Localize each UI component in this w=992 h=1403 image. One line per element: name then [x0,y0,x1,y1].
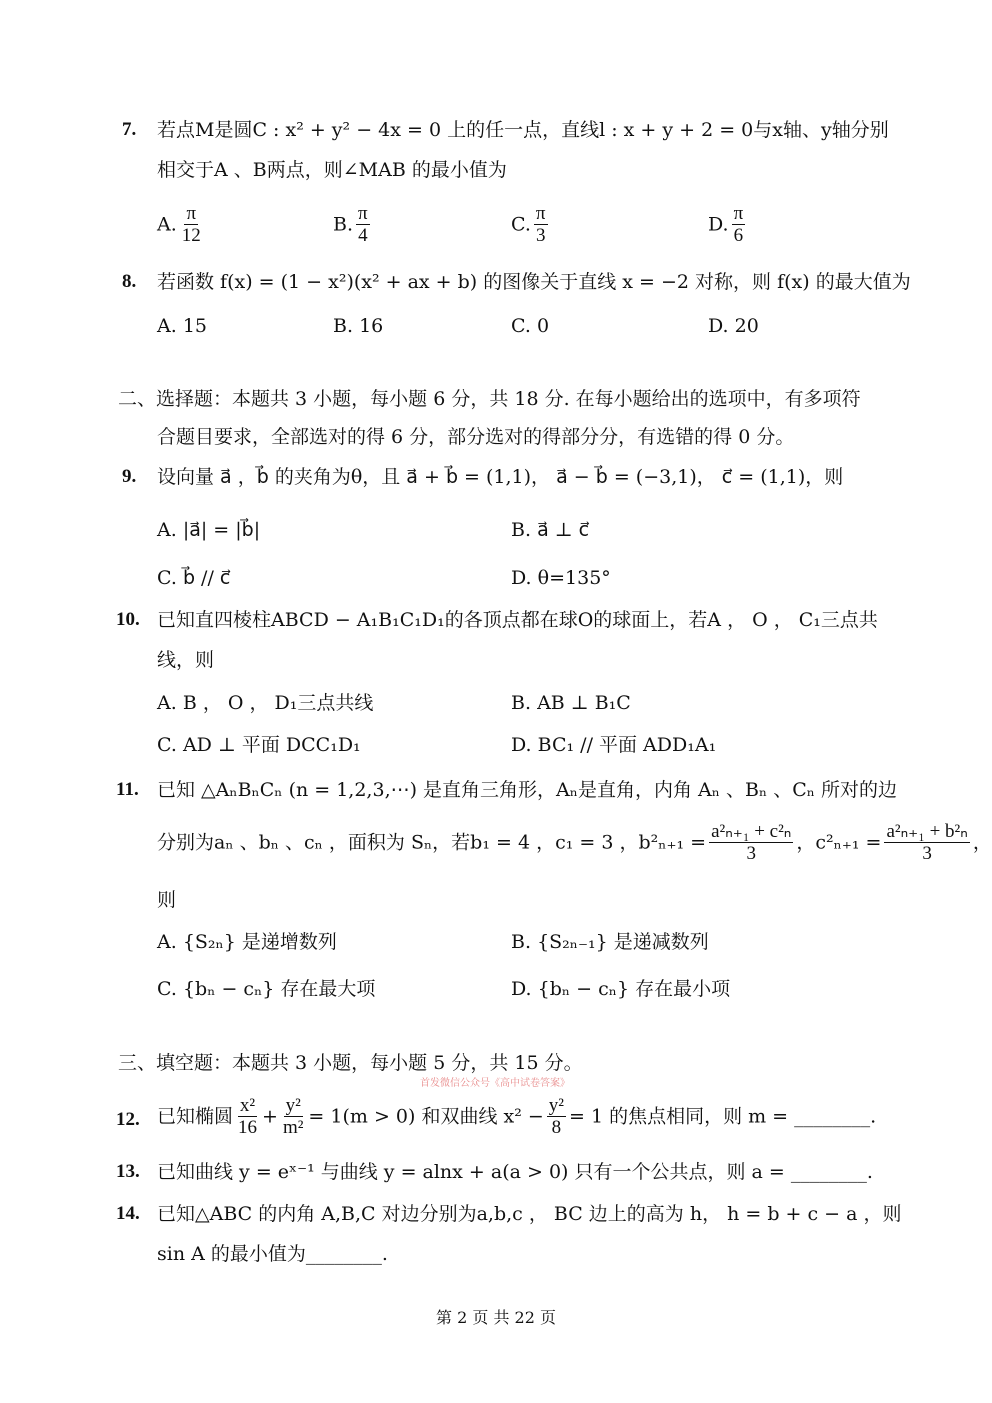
option-text: 0 [536,315,550,337]
option-text: {S₂ₙ} 是递增数列 [182,931,337,953]
option-label: B. [511,519,532,541]
option-text: AB ⊥ B₁C [537,692,631,714]
fraction-den: 6 [733,225,744,246]
option-label: D. [708,213,729,236]
option-text: AD ⊥ 平面 DCC₁D₁ [182,734,361,756]
option-c [511,314,549,338]
option-label: C. [157,567,177,589]
question-number: 11. [116,779,139,800]
option-a [157,314,207,338]
question-text: 相交于A 、B两点，则∠MAB 的最小值为 [157,159,507,181]
option-b [511,930,709,954]
question-number: 8. [122,271,137,292]
option-label: B. [511,692,532,714]
option-a [157,518,260,542]
fraction-num: π [358,203,368,224]
fraction-num: y² [548,1095,564,1116]
text-segment: ，c²ₙ₊₁ = [796,831,882,854]
option-d [708,204,748,247]
option-text: B ， O ， D₁三点共线 [182,692,374,714]
option-label: A. [157,213,177,236]
option-d [511,733,716,757]
option-text: a⃗ ⊥ c⃗ [537,519,590,541]
fraction-den: m² [282,1117,304,1138]
question-text: 已知曲线 y = eˣ⁻¹ 与曲线 y = alnx + a(a > 0) 只有一个公共点，则 a = ________. [157,1161,873,1183]
question-number: 7. [122,119,137,140]
fraction-den: 4 [358,225,368,246]
question-text: 已知直四棱柱ABCD − A₁B₁C₁D₁的各顶点都在球O的球面上，若A ， O ， C₁三点共 [157,609,878,631]
option-label: C. [157,978,177,1000]
question-text: 则 [157,889,177,911]
option-d [511,977,730,1001]
option-text: BC₁ // 平面 ADD₁A₁ [537,734,717,756]
option-b [333,314,383,338]
fraction-num: y² [285,1095,301,1116]
question-text: 若点M是圆C : x² + y² − 4x = 0 上的任一点，直线l : x + y + 2 = 0与x轴、y轴分别 [157,119,889,141]
text-segment: ， [972,831,992,854]
option-c [157,977,375,1001]
option-text: b⃗ // c⃗ [182,567,231,589]
option-label: A. [157,519,177,541]
section-heading: 合题目要求，全部选对的得 6 分，部分选对的得部分分，有选错的得 0 分。 [157,426,795,448]
question-text: 已知 △AₙBₙCₙ (n = 1,2,3,⋯) 是直角三角形，Aₙ是直角，内角 Aₙ 、Bₙ 、Cₙ 所对的边 [157,779,898,801]
option-label: D. [511,734,532,756]
option-label: D. [708,315,729,337]
text-segment: 分别为aₙ 、bₙ 、cₙ ，面积为 Sₙ，若b₁ = 4 ，c₁ = 3 ，b²ₙ₊₁ = [157,831,707,854]
question-number: 9. [122,466,137,487]
option-b [333,204,373,247]
section-heading: 二、选择题：本题共 3 小题，每小题 6 分，共 18 分. 在每小题给出的选项中，有多项符 [118,388,861,410]
fraction-den: 8 [551,1117,562,1138]
option-d [511,566,611,590]
question-number: 12. [116,1109,140,1130]
option-b [511,691,631,715]
option-a [157,930,337,954]
option-c [157,566,230,590]
option-text: 16 [359,315,384,337]
fraction-den: 12 [181,225,201,246]
fraction-num: π [186,203,197,224]
option-label: B. [333,315,354,337]
option-c [157,733,361,757]
option-label: C. [511,213,531,236]
option-text: 20 [734,315,759,337]
question-text: 若函数 f(x) = (1 − x²)(x² + ax + b) 的图像关于直线 x = −2 对称，则 f(x) 的最大值为 [157,271,911,293]
text-segment: = 1 的焦点相同，则 m = ________. [568,1105,877,1128]
text-segment: 已知椭圆 [157,1105,234,1128]
option-text: {bₙ − cₙ} 存在最小项 [537,978,731,1000]
fraction-num: π [535,203,546,224]
option-text: {bₙ − cₙ} 存在最大项 [182,978,376,1000]
option-a [157,691,373,715]
option-label: A. [157,931,177,953]
option-b [511,518,589,542]
fraction-den: 3 [535,225,546,246]
option-text: |a⃗| = |b⃗| [182,519,261,541]
fraction-num: a²ₙ₊₁ + b²ₙ [886,821,968,842]
option-text: {S₂ₙ₋₁} 是递减数列 [537,931,709,953]
question-number: 14. [116,1203,140,1224]
fraction-num: π [733,203,744,224]
question-text [157,822,992,865]
question-text: 已知△ABC 的内角 A,B,C 对边分别为a,b,c ， BC 边上的高为 h， h = b + c − a ，则 [157,1203,902,1225]
question-number: 10. [116,609,140,630]
watermark: 首发微信公众号《高中试卷答案》 [420,1078,570,1089]
option-label: C. [511,315,531,337]
option-a [157,204,206,247]
question-text: sin A 的最小值为________. [157,1243,388,1265]
question-text [157,1096,876,1139]
option-label: B. [333,213,354,236]
section-heading: 三、填空题：本题共 3 小题，每小题 5 分，共 15 分。 [118,1052,583,1074]
fraction-den: 3 [922,843,932,864]
option-label: D. [511,978,532,1000]
option-text: θ=135° [537,567,611,589]
fraction-num: x² [239,1095,256,1116]
question-text: 设向量 a⃗ ，b⃗ 的夹角为θ，且 a⃗ + b⃗ = (1,1)， a⃗ − b⃗ = (−3,1)， c⃗ = (1,1)，则 [157,466,844,488]
fraction-num: a²ₙ₊₁ + c²ₙ [711,821,792,842]
fraction-den: 16 [238,1117,258,1138]
option-label: A. [157,692,177,714]
option-label: A. [157,315,177,337]
text-segment: = 1(m > 0) 和双曲线 x² − [308,1105,544,1128]
option-label: C. [157,734,177,756]
page-footer: 第 2 页 共 22 页 [436,1308,556,1327]
question-number: 13. [116,1161,140,1182]
question-text: 线，则 [157,649,215,671]
option-label: B. [511,931,532,953]
option-d [708,314,759,338]
text-segment: + [262,1105,278,1128]
option-c [511,204,551,247]
option-label: D. [511,567,532,589]
option-text: 15 [182,315,207,337]
fraction-den: 3 [746,843,756,864]
